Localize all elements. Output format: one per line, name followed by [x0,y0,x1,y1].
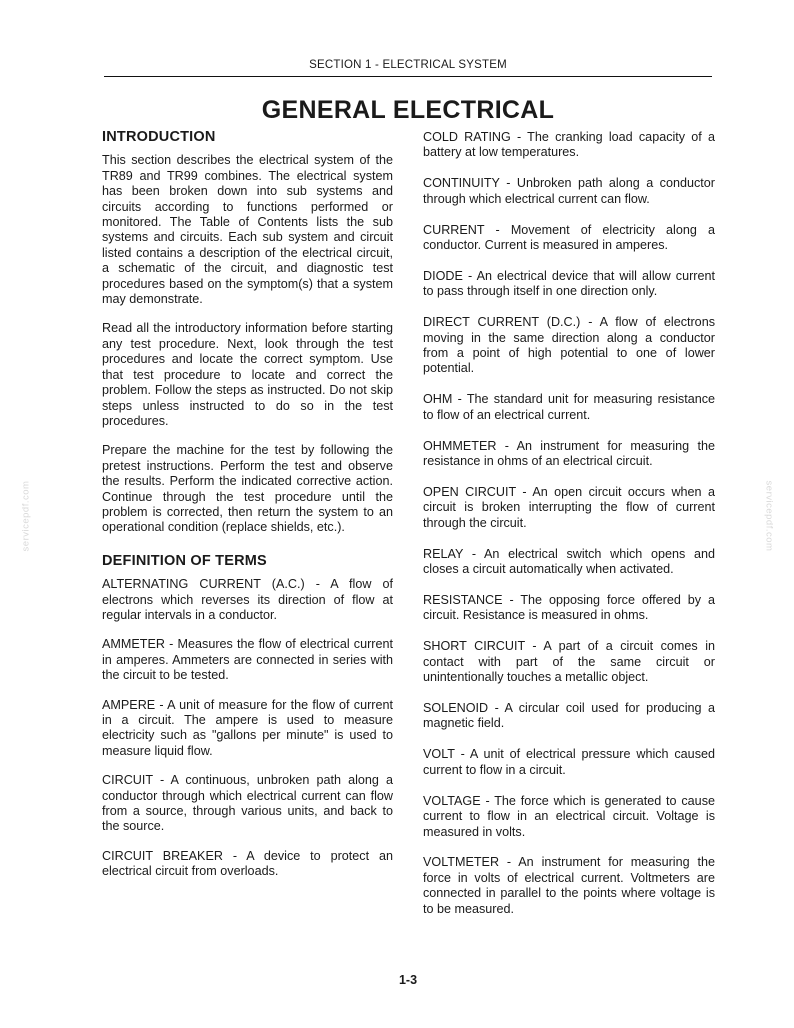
definition-direct-current: DIRECT CURRENT (D.C.) - A flow of electrons moving in the same direction along a conductor from a point of high potential to one of lower potential. [423,315,715,376]
header-rule [104,76,712,77]
definition-continuity: CONTINUITY - Unbroken path along a conductor through which electrical current can flow. [423,176,715,206]
definition-ohmmeter: OHMMETER - An instrument for measuring the resistance in ohms of an electrical circuit. [423,438,715,469]
definitions-heading: DEFINITION OF TERMS [102,552,267,569]
definition-open-circuit: OPEN CIRCUIT - An open circuit occurs when a circuit is broken interrupting the flow of current through the circuit. [423,485,715,530]
definition-voltmeter: VOLTMETER - An instrument for measuring the force in volts of electrical current. Voltmeters are connected in parallel to the points where voltage is to be measured. [423,855,715,916]
right-column [423,130,715,933]
watermark-left: servicepdf.com [20,480,32,552]
page-title: GENERAL ELECTRICAL [261,96,555,124]
introduction-heading: INTRODUCTION [102,129,216,145]
section-header: SECTION 1 - ELECTRICAL SYSTEM [309,59,507,71]
definition-cold-rating: COLD RATING - The cranking load capacity of a battery at low temperatures. [423,130,715,160]
intro-paragraph: Read all the introductory information before starting any test procedure. Next, look through the test procedures and locate the correct symptom. Use that test procedure to locate and correct the problem. Follow the steps as instructed. Do not skip steps unless instructed to do so in the test procedures. [102,321,393,428]
watermark-right: servicepdf.com [763,480,775,552]
definition-circuit: CIRCUIT - A continuous, unbroken path along a conductor through which electrical current can flow from a source, through various units, and back to the source. [102,773,393,834]
definition-circuit-breaker: CIRCUIT BREAKER - A device to protect an electrical circuit from overloads. [102,848,393,879]
page-number: 1-3 [398,973,418,987]
definition-volt: VOLT - A unit of electrical pressure which caused current to flow in a circuit. [423,747,715,777]
definition-ampere: AMPERE - A unit of measure for the flow of current in a circuit. The ampere is used to measure electricity such as "gallons per minute" is used to measure liquid flow. [102,697,393,758]
definition-solenoid: SOLENOID - A circular coil used for producing a magnetic field. [423,701,715,731]
intro-paragraph: Prepare the machine for the test by following the pretest instructions. Perform the test and observe the results. Perform the indicated corrective action. Continue through the test procedure until the problem is corrected, then return the system to an operational condition (replace shields, etc.). [102,443,393,535]
intro-paragraph: This section describes the electrical system of the TR89 and TR99 combines. The electrical system has been broken down into sub systems and circuits according to functions performed or monitored. The Table of Contents lists the sub systems and circuits. Each sub system and circuit listed contains a description of the electrical circuit, a schematic of the circuit, and diagnostic test procedures based on the symptom(s) that a system may demonstrate. [102,153,393,307]
definition-alternating-current: ALTERNATING CURRENT (A.C.) - A flow of electrons which reverses its direction of flow at regular intervals in a conductor. [102,577,393,622]
definition-ammeter: AMMETER - Measures the flow of electrical current in amperes. Ammeters are connected in series with the circuit to be tested. [102,637,393,683]
definition-voltage: VOLTAGE - The force which is generated to cause current to flow in an electrical circuit. Voltage is measured in volts. [423,793,715,839]
definition-relay: RELAY - An electrical switch which opens and closes a circuit automatically when activated. [423,546,715,577]
definition-current: CURRENT - Movement of electricity along a conductor. Current is measured in amperes. [423,222,715,253]
definition-ohm: OHM - The standard unit for measuring resistance to flow of an electrical current. [423,392,715,422]
left-column [102,130,393,894]
definition-resistance: RESISTANCE - The opposing force offered by a circuit. Resistance is measured in ohms. [423,593,715,623]
definition-short-circuit: SHORT CIRCUIT - A part of a circuit comes in contact with part of the same circuit or unintentionally touches a metallic object. [423,639,715,685]
definition-diode: DIODE - An electrical device that will allow current to pass through itself in one direction only. [423,268,715,299]
